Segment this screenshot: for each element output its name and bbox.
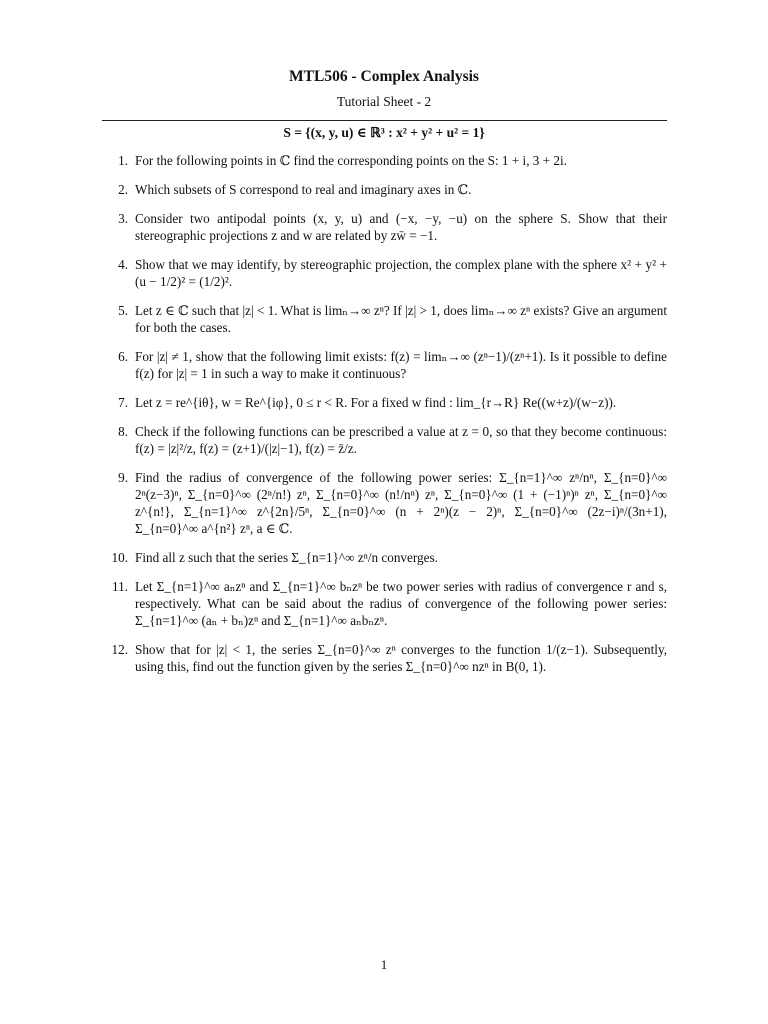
problem-item	[102, 348, 667, 382]
problem-item	[102, 578, 667, 629]
problem-item	[102, 394, 667, 411]
problem-item	[102, 423, 667, 457]
problem-item	[102, 152, 667, 169]
problem-number: 4.	[118, 257, 128, 272]
problem-number: 9.	[118, 470, 128, 485]
problem-item	[102, 181, 667, 198]
problem-item	[102, 256, 667, 290]
problem-item	[102, 302, 667, 336]
problem-number: 7.	[118, 395, 128, 410]
problem-text: Let z = re^{iθ}, w = Re^{iφ}, 0 ≤ r < R. For a fixed w find : lim_{r→R} Re((w+z)/(w−z)).	[135, 395, 617, 410]
problem-text: Find all z such that the series Σ_{n=1}^∞ zⁿ/n converges.	[135, 550, 438, 565]
header-rule	[102, 120, 667, 121]
problem-text: Let Σ_{n=1}^∞ aₙzⁿ and Σ_{n=1}^∞ bₙzⁿ be two power series with radius of convergence r and s, respectively. What can be said about the radius of convergence of the following power series: Σ_{n=1}^∞ (aₙ + bₙ)zⁿ and Σ_{n=1}^∞ aₙbₙzⁿ.	[135, 579, 667, 628]
problem-item	[102, 469, 667, 537]
problem-text: Show that we may identify, by stereographic projection, the complex plane with the sphere x² + y² + (u − 1/2)² = (1/2)².	[135, 257, 667, 289]
page-subtitle: Tutorial Sheet - 2	[336, 94, 432, 109]
problem-number: 1.	[118, 153, 128, 168]
problem-text: Which subsets of S correspond to real and imaginary axes in ℂ.	[135, 182, 472, 197]
page-number: 1	[380, 957, 388, 972]
problem-text: Show that for |z| < 1, the series Σ_{n=0}^∞ zⁿ converges to the function 1/(z−1). Subsequently, using this, find out the function given by the series Σ_{n=0}^∞ nzⁿ in B(0, 1).	[135, 642, 667, 674]
problem-text: Find the radius of convergence of the following power series: Σ_{n=1}^∞ zⁿ/nⁿ, Σ_{n=0}^∞ 2ⁿ(z−3)ⁿ, Σ_{n=0}^∞ (2ⁿ/n!) zⁿ, Σ_{n=0}^∞ (n!/nⁿ) zⁿ, Σ_{n=0}^∞ (1 + (−1)ⁿ)ⁿ zⁿ, Σ_{n=0}^∞ z^{n!}, Σ_{n=1}^∞ z^{2n}/5ⁿ, Σ_{n=0}^∞ (n + 2ⁿ)(z − 2)ⁿ, Σ_{n=0}^∞ (2z−i)ⁿ/(3n+1), Σ_{n=0}^∞ a^{n²} zⁿ, a ∈ ℂ.	[135, 470, 667, 536]
problem-number: 3.	[118, 211, 128, 226]
problem-list	[102, 152, 667, 675]
problem-text: For the following points in ℂ find the corresponding points on the S: 1 + i, 3 + 2i.	[135, 153, 567, 168]
problem-number: 10.	[111, 550, 128, 565]
problem-number: 5.	[118, 303, 128, 318]
problem-item	[102, 210, 667, 244]
problem-number: 11.	[112, 579, 128, 594]
problem-number: 6.	[118, 349, 128, 364]
problem-item	[102, 549, 667, 566]
problem-number: 8.	[118, 424, 128, 439]
problem-text: Consider two antipodal points (x, y, u) and (−x, −y, −u) on the sphere S. Show that their stereographic projections z and w are related by zw̄ = −1.	[135, 211, 667, 243]
page-title: MTL506 - Complex Analysis	[289, 68, 479, 85]
problem-number: 12.	[111, 642, 128, 657]
problem-text: For |z| ≠ 1, show that the following limit exists: f(z) = limₙ→∞ (zⁿ−1)/(zⁿ+1). Is it possible to define f(z) for |z| = 1 in such a way to make it continuous?	[135, 349, 667, 381]
problem-text: Check if the following functions can be prescribed a value at z = 0, so that they become continuous: f(z) = |z|²/z, f(z) = (z+1)/(|z|−1), f(z) = z̄/z.	[135, 424, 667, 456]
problem-number: 2.	[118, 182, 128, 197]
sphere-definition: S = {(x, y, u) ∈ ℝ³ : x² + y² + u² = 1}	[283, 125, 485, 140]
problem-item	[102, 641, 667, 675]
problem-text: Let z ∈ ℂ such that |z| < 1. What is limₙ→∞ zⁿ? If |z| > 1, does limₙ→∞ zⁿ exists? Give an argument for both the cases.	[135, 303, 667, 335]
